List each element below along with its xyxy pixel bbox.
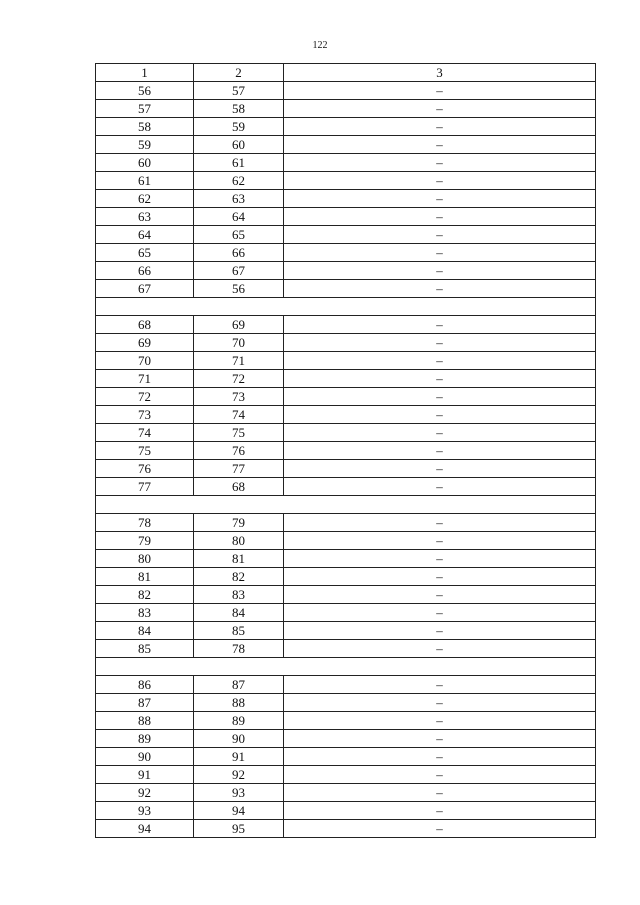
- table-cell-col-2: 84: [194, 604, 284, 622]
- table-row: [96, 478, 596, 496]
- table-cell-col-1: 67: [96, 280, 194, 298]
- column-header-1: 1: [96, 64, 194, 82]
- table-row: [96, 406, 596, 424]
- table-cell-col-1: 79: [96, 532, 194, 550]
- table-cell-col-2: 78: [194, 640, 284, 658]
- table-cell-col-1: 60: [96, 154, 194, 172]
- table-cell-col-2: 59: [194, 118, 284, 136]
- table-cell-col-2: 91: [194, 748, 284, 766]
- table-cell-col-1: 78: [96, 514, 194, 532]
- table-cell-col-3: –: [284, 514, 596, 532]
- group-separator-cell: [96, 298, 596, 316]
- table-cell-col-3: –: [284, 748, 596, 766]
- table-row: [96, 550, 596, 568]
- table-cell-col-2: 74: [194, 406, 284, 424]
- table-cell-col-3: –: [284, 208, 596, 226]
- column-header-2: 2: [194, 64, 284, 82]
- table-cell-col-3: –: [284, 532, 596, 550]
- table-cell-col-2: 57: [194, 82, 284, 100]
- table-cell-col-3: –: [284, 280, 596, 298]
- table-cell-col-2: 79: [194, 514, 284, 532]
- table-row: [96, 334, 596, 352]
- table-cell-col-1: 81: [96, 568, 194, 586]
- table-cell-col-1: 70: [96, 352, 194, 370]
- table-row: [96, 154, 596, 172]
- table-cell-col-1: 56: [96, 82, 194, 100]
- table-row: [96, 226, 596, 244]
- table-cell-col-1: 57: [96, 100, 194, 118]
- table-cell-col-3: –: [284, 244, 596, 262]
- table-cell-col-1: 68: [96, 316, 194, 334]
- table-row: [96, 748, 596, 766]
- table-cell-col-2: 60: [194, 136, 284, 154]
- table-row: [96, 208, 596, 226]
- table-cell-col-1: 65: [96, 244, 194, 262]
- column-header-3: 3: [284, 64, 596, 82]
- table-cell-col-3: –: [284, 352, 596, 370]
- table-cell-col-1: 62: [96, 190, 194, 208]
- table-row: [96, 820, 596, 838]
- table-cell-col-3: –: [284, 478, 596, 496]
- table-cell-col-3: –: [284, 100, 596, 118]
- table-row: [96, 802, 596, 820]
- table-cell-col-1: 80: [96, 550, 194, 568]
- table-cell-col-1: 94: [96, 820, 194, 838]
- table-cell-col-3: –: [284, 766, 596, 784]
- table-cell-col-2: 58: [194, 100, 284, 118]
- table-cell-col-2: 66: [194, 244, 284, 262]
- table-cell-col-2: 56: [194, 280, 284, 298]
- table-row: [96, 262, 596, 280]
- group-separator-row: [96, 496, 596, 514]
- table-cell-col-1: 82: [96, 586, 194, 604]
- table-cell-col-1: 76: [96, 460, 194, 478]
- table-cell-col-3: –: [284, 730, 596, 748]
- table-cell-col-1: 72: [96, 388, 194, 406]
- table-cell-col-2: 81: [194, 550, 284, 568]
- table-row: [96, 784, 596, 802]
- table-cell-col-3: –: [284, 118, 596, 136]
- table-cell-col-1: 90: [96, 748, 194, 766]
- table-row: [96, 388, 596, 406]
- table-cell-col-1: 85: [96, 640, 194, 658]
- data-table: [95, 63, 596, 838]
- table-row: [96, 604, 596, 622]
- table-cell-col-1: 61: [96, 172, 194, 190]
- table-cell-col-2: 83: [194, 586, 284, 604]
- table-cell-col-1: 71: [96, 370, 194, 388]
- table-cell-col-2: 88: [194, 694, 284, 712]
- table-row: [96, 100, 596, 118]
- table-row: [96, 568, 596, 586]
- table-cell-col-3: –: [284, 676, 596, 694]
- group-separator-cell: [96, 496, 596, 514]
- table-cell-col-2: 63: [194, 190, 284, 208]
- table-cell-col-3: –: [284, 568, 596, 586]
- table-cell-col-2: 70: [194, 334, 284, 352]
- table-cell-col-2: 64: [194, 208, 284, 226]
- table-cell-col-2: 77: [194, 460, 284, 478]
- table-cell-col-2: 69: [194, 316, 284, 334]
- group-separator-cell: [96, 658, 596, 676]
- table-cell-col-1: 83: [96, 604, 194, 622]
- table-row: [96, 172, 596, 190]
- table-cell-col-3: –: [284, 550, 596, 568]
- table-cell-col-2: 85: [194, 622, 284, 640]
- table-cell-col-3: –: [284, 370, 596, 388]
- table-row: [96, 676, 596, 694]
- table-cell-col-3: –: [284, 406, 596, 424]
- table-cell-col-3: –: [284, 802, 596, 820]
- table-cell-col-1: 59: [96, 136, 194, 154]
- table-cell-col-3: –: [284, 136, 596, 154]
- table-cell-col-1: 88: [96, 712, 194, 730]
- page-number: 122: [312, 40, 328, 51]
- table-cell-col-1: 93: [96, 802, 194, 820]
- table-cell-col-3: –: [284, 262, 596, 280]
- table-row: [96, 640, 596, 658]
- table-cell-col-3: –: [284, 226, 596, 244]
- table-cell-col-2: 67: [194, 262, 284, 280]
- table-cell-col-1: 75: [96, 442, 194, 460]
- table-cell-col-1: 87: [96, 694, 194, 712]
- table-row: [96, 532, 596, 550]
- table-cell-col-3: –: [284, 586, 596, 604]
- table-cell-col-3: –: [284, 604, 596, 622]
- table-cell-col-3: –: [284, 424, 596, 442]
- table-row: [96, 766, 596, 784]
- table-cell-col-3: –: [284, 460, 596, 478]
- table-row: [96, 136, 596, 154]
- table-cell-col-2: 76: [194, 442, 284, 460]
- table-cell-col-3: –: [284, 334, 596, 352]
- table-cell-col-2: 95: [194, 820, 284, 838]
- table-cell-col-2: 92: [194, 766, 284, 784]
- table-cell-col-3: –: [284, 694, 596, 712]
- table-row: [96, 280, 596, 298]
- table-body: [96, 82, 596, 838]
- table-header-row: [96, 64, 596, 82]
- table-row: [96, 712, 596, 730]
- table-row: [96, 190, 596, 208]
- table-cell-col-3: –: [284, 172, 596, 190]
- table-cell-col-2: 62: [194, 172, 284, 190]
- group-separator-row: [96, 298, 596, 316]
- table-cell-col-3: –: [284, 820, 596, 838]
- table-cell-col-1: 92: [96, 784, 194, 802]
- table-cell-col-3: –: [284, 712, 596, 730]
- table-cell-col-2: 90: [194, 730, 284, 748]
- table-row: [96, 118, 596, 136]
- table-row: [96, 316, 596, 334]
- table-row: [96, 622, 596, 640]
- table-row: [96, 370, 596, 388]
- table-row: [96, 586, 596, 604]
- table-cell-col-1: 66: [96, 262, 194, 280]
- table-cell-col-3: –: [284, 154, 596, 172]
- table-row: [96, 694, 596, 712]
- table-cell-col-3: –: [284, 640, 596, 658]
- table-cell-col-1: 91: [96, 766, 194, 784]
- table-row: [96, 730, 596, 748]
- table-cell-col-2: 80: [194, 532, 284, 550]
- table-cell-col-1: 84: [96, 622, 194, 640]
- table-cell-col-2: 65: [194, 226, 284, 244]
- table-row: [96, 442, 596, 460]
- table-cell-col-3: –: [284, 784, 596, 802]
- table-cell-col-2: 68: [194, 478, 284, 496]
- table-row: [96, 460, 596, 478]
- table-cell-col-2: 73: [194, 388, 284, 406]
- table-cell-col-3: –: [284, 622, 596, 640]
- table-cell-col-1: 73: [96, 406, 194, 424]
- table-cell-col-2: 71: [194, 352, 284, 370]
- table-cell-col-3: –: [284, 442, 596, 460]
- table-row: [96, 244, 596, 262]
- table-cell-col-1: 86: [96, 676, 194, 694]
- table-cell-col-1: 64: [96, 226, 194, 244]
- table-row: [96, 424, 596, 442]
- table-cell-col-1: 69: [96, 334, 194, 352]
- table-cell-col-3: –: [284, 82, 596, 100]
- table-cell-col-1: 63: [96, 208, 194, 226]
- table-cell-col-2: 72: [194, 370, 284, 388]
- table-row: [96, 352, 596, 370]
- table-row: [96, 514, 596, 532]
- table-cell-col-2: 89: [194, 712, 284, 730]
- table-cell-col-3: –: [284, 316, 596, 334]
- group-separator-row: [96, 658, 596, 676]
- table-cell-col-1: 77: [96, 478, 194, 496]
- table-cell-col-1: 74: [96, 424, 194, 442]
- table-cell-col-2: 93: [194, 784, 284, 802]
- table-cell-col-2: 82: [194, 568, 284, 586]
- table-cell-col-3: –: [284, 190, 596, 208]
- table-cell-col-2: 61: [194, 154, 284, 172]
- table-cell-col-2: 87: [194, 676, 284, 694]
- table-cell-col-1: 89: [96, 730, 194, 748]
- table-cell-col-2: 75: [194, 424, 284, 442]
- table-cell-col-1: 58: [96, 118, 194, 136]
- table-cell-col-3: –: [284, 388, 596, 406]
- table-row: [96, 82, 596, 100]
- table-cell-col-2: 94: [194, 802, 284, 820]
